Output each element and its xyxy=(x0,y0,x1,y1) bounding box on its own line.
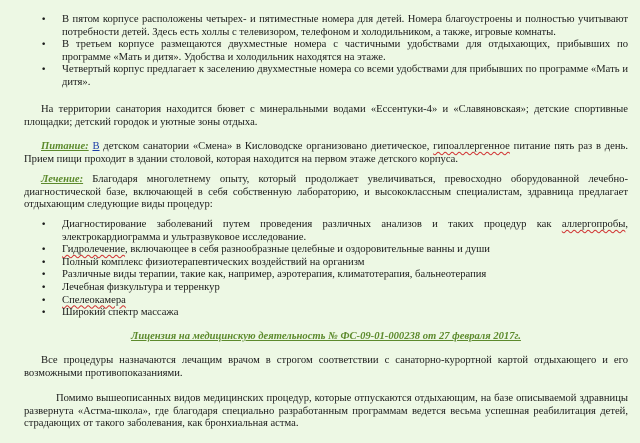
procedures-note: Все процедуры назначаются лечащим врачом в строгом соответствии с санаторно-курортной картой отдыхающего и его возможными противопоказаниями. xyxy=(24,355,628,379)
nutrition-paragraph: Питание: В детском санатории «Смена» в Кисловодске организовано диетическое, гипоаллергенное питание пять раз в день. Прием пищи проходит в здании столовой, которая находится на первом этаже детского корпуса. xyxy=(24,141,628,165)
spellcheck-word: Гидролечение xyxy=(62,244,126,256)
procedures-list xyxy=(24,219,628,320)
spellcheck-word: Спелеокамера xyxy=(62,294,126,306)
list-item: • В пятом корпусе расположены четырех- и пятиместные номера для детей. Номера благоустроены и полностью учитывают потребности детей. Здесь есть холлы с телевизором, телефоном и холодильником, а также, игровые комнаты. xyxy=(24,14,628,39)
spellcheck-word: гипоаллергенное xyxy=(433,141,510,152)
list-item xyxy=(24,295,628,308)
treatment-label: Лечение: xyxy=(41,174,84,185)
spellcheck-word: аллергопробы xyxy=(561,219,626,230)
list-item: • Четвертый корпус предлагает к заселению двухместные номера со всеми удобствами для прибывших по программе «Мать и дитя». xyxy=(24,64,628,89)
list-item: • Диагностирование заболеваний путем проведения различных анализов и таких процедур как аллергопробы, электрокардиограмма и ультразвуковое исследование. xyxy=(24,219,628,244)
territory-paragraph: На территории санатория находится бювет с минеральными водами «Ессентуки-4» и «Славяновская»; детские спортивные площадки; детский городок и уютные зоны отдыха. xyxy=(24,104,628,128)
asthma-paragraph: Помимо вышеописанных видов медицинских процедур, которые отпускаются отдыхающим, на базе описываемой здравницы развернута «Астма-школа», где благодаря специально разработанным программам ведется весьма успешная реабилитация детей, страдающих от такого заболевания, как бронхиальная астма. xyxy=(24,393,628,430)
nutrition-link[interactable]: В xyxy=(92,141,100,152)
list-item: • Широкий спектр массажа xyxy=(24,307,628,320)
list-item: • В третьем корпусе размещаются двухместные номера с частичными удобствами для отдыхающих, прибывших по программе «Мать и дитя». Удобства и холодильник находятся на этаже. xyxy=(24,39,628,64)
treatment-paragraph: Лечение: Благодаря многолетнему опыту, который продолжает увеличиваться, превосходно оборудованной лечебно-диагностической базе, включающей в себя собственную лабораторию, и высококлассным специалистам, здравница предлагает отдыхающим следующие виды процедур: xyxy=(24,174,628,211)
list-item: • Полный комплекс физиотерапевтических воздействий на организм xyxy=(24,257,628,270)
license-link[interactable]: Лицензия на медицинскую деятельность № ФС-09-01-000238 от 27 февраля 2017г. xyxy=(131,331,521,342)
list-item: • Гидролечение, включающее в себя разнообразные целебные и оздоровительные ванны и души xyxy=(24,244,628,257)
list-item: • Лечебная физкультура и терренкур xyxy=(24,282,628,295)
nutrition-label: Питание: xyxy=(41,141,89,152)
list-item: • Различные виды терапии, такие как, например, аэротерапия, климатотерапия, бальнеотерапия xyxy=(24,269,628,282)
accommodation-list xyxy=(24,14,628,90)
license-line xyxy=(24,331,628,344)
